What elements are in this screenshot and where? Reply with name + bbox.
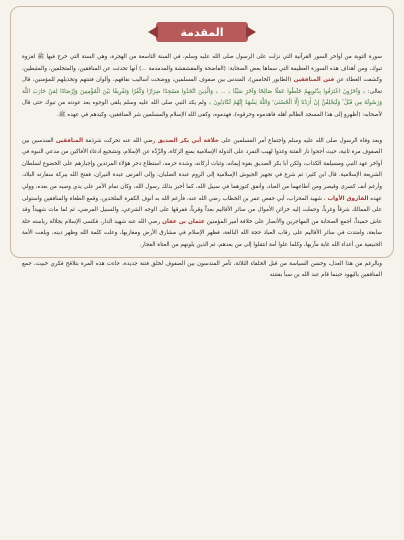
body-section bbox=[12, 136, 392, 282]
intro-text-3: ولم يكد النبي صلى الله عليه وسلم يلقى الوجوه بعد عودته من تبوك حتى قال لأصحابه: (أظهرو إلى هذا المسجد الظالم أهله فاهدموه وحرقوه)، فهدموه، وكفى الله الإسلام والمسلمين شر المنافقين، وكيدهم في عهده ﷺ. bbox=[22, 100, 382, 118]
body-text-b: رضي الله عنه تحركت شرذمة bbox=[85, 137, 156, 144]
body-text-d: ، شهيد المحراب، أبي حفص عمر بن الخطاب رضي الله عنه، فأرغم الله به أنوف الكفرة الملحدين، وقمع الطغاة والمنافقين واستولى على الممالك شرقاً وغرباً، وحملت إليه خزائن الأموال من سائر الأقاليم بعداً وقرباً، ففرقها على الوجه الشرعي، والسبيل المرضي، ثم لما مات شهيداً وقد عاش حميداً، أجمع الصحابة من المهاجرين والأنصار على خلافة أمير المؤمنين bbox=[22, 195, 382, 225]
emph-faruq: الفاروق الأواب bbox=[327, 195, 369, 202]
intro-paragraph bbox=[22, 52, 382, 122]
intro-text-1: سورة التوبة من أواخر السور القرآنية التي نزلت على الرسول صلى الله عليه وسلم، في السنة التاسعة من الهجرة، وهي السنة التي خرج فيها ﷺ لغزوة تبوك، ومن أهداف هذه السورة العظيمة التي سماها بعض الصحابة: (الفاضحة والمقشقشة والمدمدمة ...) أنها تحدثت عن المنافقين، والمتخلفين، والمثبطين، وكشفت الغطاء عن bbox=[22, 54, 382, 84]
body-paragraph-2 bbox=[22, 259, 382, 282]
intro-emphasis: فتن المنافقين bbox=[293, 77, 335, 84]
emph-munafiqin: المنافقين bbox=[55, 137, 84, 144]
quran-verse: ﴿ وَآخَرُونَ اعْتَرَفُوا بِذُنُوبِهِمْ خَلَطُوا عَمَلًا صَالِحًا وَآخَرَ سَيِّئًا ﴾ ... ﴿ وَالَّذِينَ اتَّخَذُوا مَسْجِدًا ضِرَارًا وَكُفْرًا وَتَفْرِيقًا بَيْنَ الْمُؤْمِنِينَ وَإِرْصَادًا لِمَنْ حَارَبَ اللَّهَ وَرَسُولَهُ مِن قَبْلُ ۚ وَلَيَحْلِفُنَّ إِنْ أَرَدْنَا إِلَّا الْحُسْنَىٰ ۖ وَاللَّهُ يَشْهَدُ إِنَّهُمْ لَكَاذِبُونَ ﴾ bbox=[22, 88, 382, 107]
section-title-banner bbox=[156, 22, 248, 42]
body-text-a: وبعد وفاة الرسول صلى الله عليه وسلم واجتماع أمر المسلمين على bbox=[221, 137, 383, 144]
body-text-final: وبالرغم من هذا العدل، وحسن السياسة من قبل الخلفاء الثلاثة، تآمر المندسون بين الصفوف لخلق فتنة جديدة، جاءت هذه المرة بتلاقح فكري خبيث، جمع المنافقين باليهود حينما قام عبد الله بن سبأ بفتنته bbox=[22, 260, 382, 279]
body-text-e: رضي الله عنه شهيد الدار، فكسى الإسلام بجلالة رياسته حلة سابغة، وامتدت في سائر الأقاليم على رقاب العباد حجة الله البالغة، فظهر الإسلام في مشارق الأرض ومغاربها، وعلت كلمة الله وظهر دينه، وبلغت الأمة الحنيفية من أعداء الله غاية مآربها، وكلما علوا أمة انتقلوا إلى من بعدهم، ثم الذين يلونهم من العتاة الفجار. bbox=[22, 218, 382, 248]
intro-text-2: (الطابور الخامس)، المندس بين صفوف المسلمين، ووضحت أساليب نفاقهم، وألوان فتنتهم وتخذيلهم للمؤمنين، قال تعالى: bbox=[22, 77, 383, 95]
body-text-c: المندسين بين الصفوف مرة ثانية، حيث أججوا نار الفتنة وغذوا لهيب التمرد على الدولة الإسلامية بمنع الزكاة، والرِّدَّة عن الإسلام، وتشجيع ادعاء الأفاكين من مدعي النبوة في أواخر عهد النبي ومسيلمة الكذاب، ولكن أبا بكر الصديق بقوة إيمانه، وثبات أركانه، وشدة حزمه، استطاع دحر هؤلاء المرتدين وإجبارهم على الخضوع لسلطان الشريعة الإسلامية. قال ابن كثير: ثم شرع في تجهيز الجيوش الإسلامية إلى الروم عبدة الصلبان، وإلى الفرس عبدة النيران، ففتح الله ببركة سفارته البلاد، وأرغم أنف كسرى وقيصر ومن أطاعهما من العباد، وأنفق كنوزهما في سبيل الله، كما أخبر بذلك رسول الله، وكان تمام الأمر على يدي وصيه من بعده، وولي عهده bbox=[22, 137, 383, 202]
emph-abubakr: خلافة أبي بكر الصديق bbox=[157, 137, 219, 144]
page-title: المقدمة bbox=[180, 25, 224, 39]
emph-uthman: عثمان بن عفان bbox=[162, 218, 205, 225]
body-paragraph-1 bbox=[22, 136, 382, 252]
